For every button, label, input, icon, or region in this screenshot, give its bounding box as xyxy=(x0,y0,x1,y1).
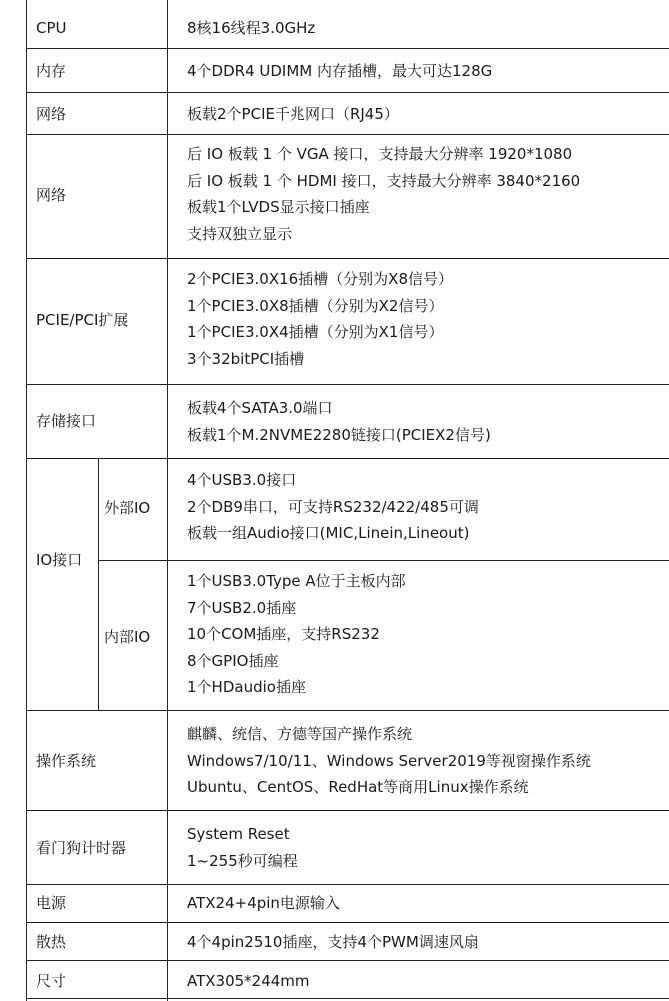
value-line: 8个GPIO插座 xyxy=(187,651,279,670)
value-line: 1个HDaudio插座 xyxy=(187,678,306,696)
row-values xyxy=(187,821,669,874)
table-row xyxy=(26,92,669,135)
row-values xyxy=(187,101,669,128)
value-line: 板载4个SATA3.0端口 xyxy=(187,399,333,417)
row-label: 网络 xyxy=(36,105,67,123)
value-line: 麒麟、统信、方德等国产操作系统 xyxy=(187,725,413,743)
row-values xyxy=(187,266,669,372)
spec-table xyxy=(26,0,669,1001)
value-line: 支持双独立显示 xyxy=(187,224,293,243)
table-row xyxy=(26,884,669,923)
value-line: 1个PCIE3.0X4插槽（分别为X1信号） xyxy=(187,323,444,341)
table-row xyxy=(26,810,669,885)
value-line: Windows7/10/11、Windows Server2019等视窗操作系统 xyxy=(187,751,591,770)
value-line: 后 IO 板载 1 个 VGA 接口，支持最大分辨率 1920*1080 xyxy=(187,145,573,163)
row-label: 看门狗计时器 xyxy=(36,839,127,857)
value-line: 1个PCIE3.0X8插槽（分别为X2信号） xyxy=(187,296,444,315)
value-line: Ubuntu、CentOS、RedHat等商用Linux操作系统 xyxy=(187,778,529,796)
table-row xyxy=(26,48,669,93)
row-values xyxy=(187,58,669,85)
value-line: 8核16线程3.0GHz xyxy=(187,19,316,37)
value-line: System Reset xyxy=(187,825,290,843)
value-line: 3个32bitPCI插槽 xyxy=(187,349,305,368)
row-values xyxy=(187,968,669,995)
row-values xyxy=(187,890,669,917)
table-row xyxy=(26,0,669,49)
sub-label-internal-io: 内部IO xyxy=(104,628,151,646)
row-label: 网络 xyxy=(36,186,67,204)
value-line: 板载一组Audio接口(MIC,Linein,Lineout) xyxy=(187,524,470,542)
row-values xyxy=(187,721,669,801)
value-line: 4个DDR4 UDIMM 内存插槽，最大可达128G xyxy=(187,62,493,80)
row-values xyxy=(187,141,669,247)
table-row xyxy=(26,960,669,999)
table-row-io xyxy=(26,458,669,711)
row-values xyxy=(187,467,669,547)
table-row xyxy=(26,384,669,459)
table-row xyxy=(26,134,669,259)
row-values xyxy=(187,929,669,956)
value-line: 7个USB2.0插座 xyxy=(187,598,297,617)
row-values xyxy=(187,395,669,448)
row-label: 存储接口 xyxy=(36,412,97,430)
value-line: 板载2个PCIE千兆网口（RJ45） xyxy=(187,105,399,123)
row-label: 内存 xyxy=(36,62,67,80)
value-line: 板载1个LVDS显示接口插座 xyxy=(187,198,370,216)
row-label: 尺寸 xyxy=(36,972,67,990)
value-line: 4个USB3.0接口 xyxy=(187,471,297,489)
value-line: 1~255秒可编程 xyxy=(187,851,298,870)
value-line: 1个USB3.0Type A位于主板内部 xyxy=(187,572,406,590)
value-line: ATX24+4pin电源输入 xyxy=(187,894,340,912)
value-line: 2个DB9串口，可支持RS232/422/485可调 xyxy=(187,497,479,516)
value-line: 2个PCIE3.0X16插槽（分别为X8信号） xyxy=(187,270,454,288)
row-label: 散热 xyxy=(36,933,67,951)
row-label: 电源 xyxy=(36,894,67,912)
row-label: CPU xyxy=(36,19,67,37)
row-label: PCIE/PCI扩展 xyxy=(36,311,129,329)
value-line: ATX305*244mm xyxy=(187,972,310,990)
sub-column-divider xyxy=(98,458,99,710)
value-line: 10个COM插座，支持RS232 xyxy=(187,625,380,643)
value-line: 板载1个M.2NVME2280链接口(PCIEX2信号) xyxy=(187,425,491,444)
row-label: IO接口 xyxy=(36,551,83,569)
row-label: 操作系统 xyxy=(36,752,97,770)
table-row xyxy=(26,922,669,961)
sub-row-divider xyxy=(98,560,669,561)
value-line: 后 IO 板载 1 个 HDMI 接口，支持最大分辨率 3840*2160 xyxy=(187,171,581,190)
table-row xyxy=(26,710,669,811)
row-values xyxy=(187,568,669,701)
value-line: 4个4pin2510插座，支持4个PWM调速风扇 xyxy=(187,933,479,951)
row-values xyxy=(187,15,669,42)
sub-label-external-io: 外部IO xyxy=(104,499,151,517)
table-row xyxy=(26,258,669,385)
